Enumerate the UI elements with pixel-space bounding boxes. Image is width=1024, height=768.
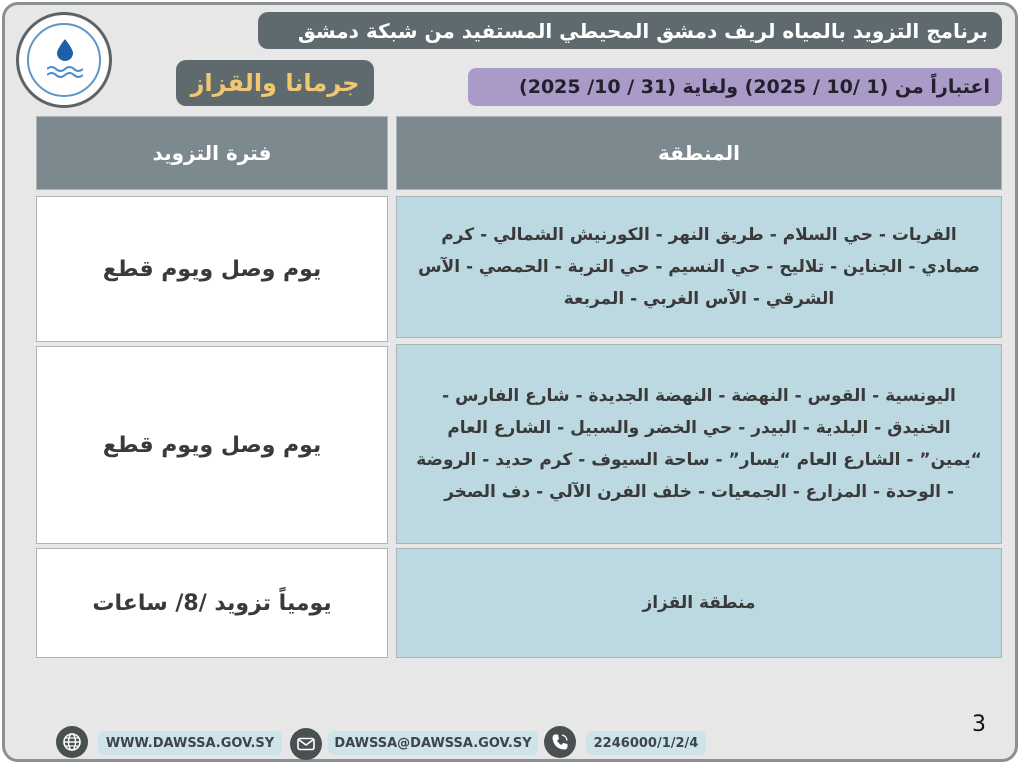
- page-title: برنامج التزويد بالمياه لريف دمشق المحيطي المستفيد من شبكة دمشق: [258, 12, 1002, 49]
- page-number: 3: [972, 712, 986, 737]
- table-row-1-area: [396, 196, 1002, 338]
- table-row-2-area: [396, 344, 1002, 544]
- globe-icon: [56, 726, 88, 758]
- table-row-1-period: [36, 196, 388, 342]
- column-header-period: [36, 116, 388, 190]
- period-text: يومياً تزويد /8/ ساعات: [92, 590, 332, 616]
- mail-icon: [290, 728, 322, 760]
- area-text: القريات - حي السلام - طريق النهر - الكورنيش الشمالي - كرم صمادي - الجناين - تلاليح - حي النسيم - حي التربة - الحمصي - الآس الشرقي - الآس الغربي - المربعة: [418, 225, 980, 309]
- table-row-3-period: [36, 548, 388, 658]
- column-header-area-label: المنطقة: [658, 141, 740, 165]
- area-text: اليونسية - القوس - النهضة - النهضة الجديدة - شارع الفارس - الخنيدق - البلدية - البيدر - حي الخضر والسبيل - الشارع العام “يمين” - الشارع العام “يسار” - ساحة السيوف - كرم حديد - الروضة - الوحدة - المزارع - الجمعيات - خلف الفرن الآلي - دف الصخر: [416, 386, 982, 502]
- phone-number[interactable]: 2246000/1/2/4: [586, 731, 706, 755]
- email-link[interactable]: DAWSSA@DAWSSA.GOV.SY: [328, 731, 538, 755]
- period-text: يوم وصل ويوم قطع: [102, 256, 322, 282]
- period-text: يوم وصل ويوم قطع: [102, 432, 322, 458]
- water-waves-icon: [47, 65, 83, 81]
- region-label: جرمانا والقزاز: [176, 60, 374, 106]
- table-row-3-area: [396, 548, 1002, 658]
- column-header-period-label: فترة التزويد: [152, 141, 272, 165]
- mail-icon-glyph: [296, 734, 316, 754]
- organization-logo: [16, 12, 112, 108]
- table-row-2-period: [36, 346, 388, 544]
- website-link[interactable]: WWW.DAWSSA.GOV.SY: [98, 731, 282, 755]
- area-text: منطقة القزاز: [642, 593, 756, 613]
- phone-icon: [544, 726, 576, 758]
- column-header-area: [396, 116, 1002, 190]
- globe-icon-glyph: [62, 732, 82, 752]
- phone-icon-glyph: [550, 732, 570, 752]
- water-drop-icon: [57, 39, 73, 61]
- date-range: اعتباراً من (1 /10 / 2025) ولغاية (31 / 10/ 2025): [468, 68, 1002, 106]
